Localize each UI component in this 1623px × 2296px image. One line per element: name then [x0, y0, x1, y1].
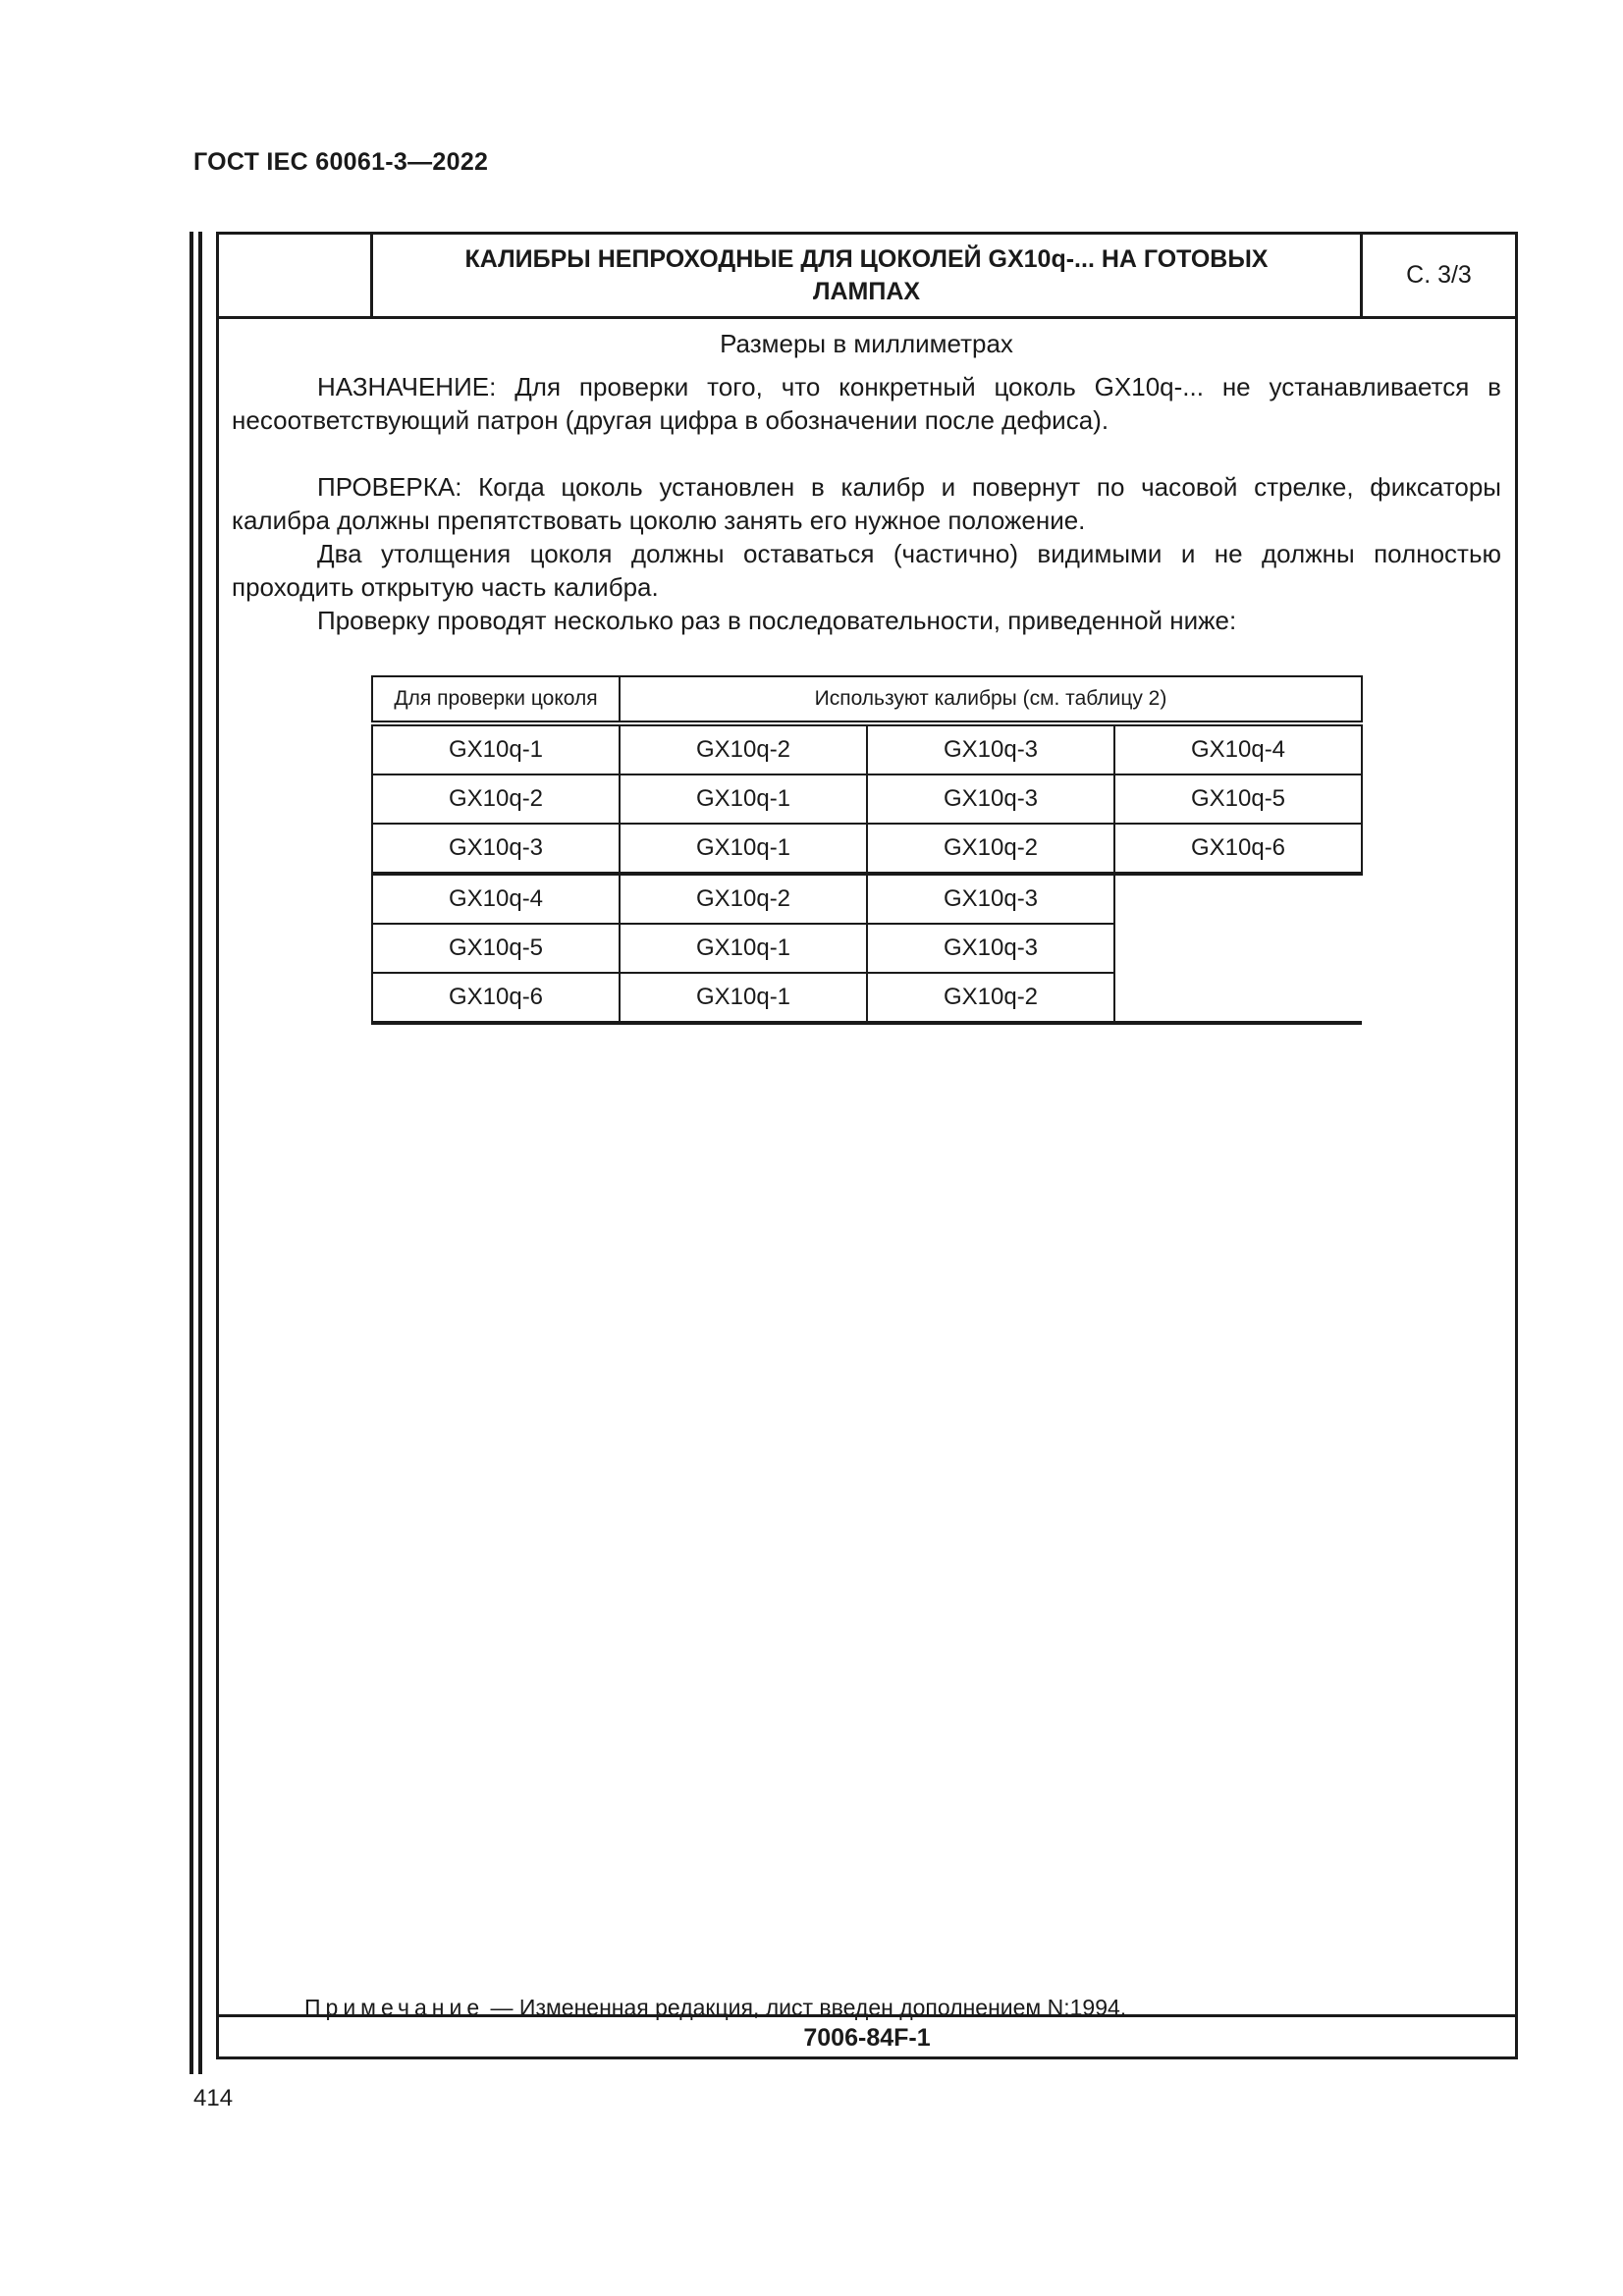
sheet-code: 7006-84F-1: [219, 2014, 1515, 2059]
table-cell: GX10q-1: [620, 924, 867, 973]
table-cell: GX10q-3: [867, 723, 1114, 774]
check-paragraph-2: Два утолщения цоколя должны оставаться (частично) видимыми и не должны полностью проходить открытую часть калибра.: [232, 539, 1501, 602]
table-empty-cell: [1114, 874, 1362, 924]
table-cell: GX10q-4: [1114, 723, 1362, 774]
note-label: Примечание: [304, 1995, 485, 2020]
table-cell: GX10q-2: [867, 973, 1114, 1023]
note-text: — Измененная редакция, лист введен дополнением N:1994.: [484, 1995, 1127, 2020]
title-blank-cell: [219, 235, 373, 316]
table-cell: GX10q-2: [620, 723, 867, 774]
document-header: ГОСТ IEC 60061-3—2022: [193, 148, 489, 176]
dimensions-note: Размеры в миллиметрах: [720, 329, 1013, 358]
table-cell: GX10q-6: [1114, 824, 1362, 874]
table-header-cap: Для проверки цоколя: [372, 676, 620, 723]
table-row: [372, 774, 1362, 824]
sheet-body: [232, 319, 1501, 637]
table-cell: GX10q-6: [372, 973, 620, 1023]
table-cell: GX10q-1: [620, 824, 867, 874]
table-header-row: [372, 676, 1362, 723]
table-cell: GX10q-2: [620, 874, 867, 924]
table-cell: GX10q-2: [867, 824, 1114, 874]
binding-rail-left: [189, 232, 193, 2074]
binding-rail-right: [198, 232, 202, 2074]
table-cell: GX10q-5: [372, 924, 620, 973]
table-cell: GX10q-4: [372, 874, 620, 924]
table-row: [372, 973, 1362, 1023]
data-sheet: [216, 232, 1518, 2059]
table-cell: GX10q-3: [867, 774, 1114, 824]
table-cell: GX10q-1: [620, 973, 867, 1023]
sheet-title-row: [219, 235, 1515, 319]
table-cell: GX10q-1: [372, 723, 620, 774]
table-row: [372, 924, 1362, 973]
purpose-paragraph: НАЗНАЧЕНИЕ: Для проверки того, что конкретный цоколь GX10q-... не устанавливается в несоответствующий патрон (другая цифра в обозначении после дефиса).: [232, 372, 1501, 435]
sheet-title: КАЛИБРЫ НЕПРОХОДНЫЕ ДЛЯ ЦОКОЛЕЙ GX10q-... НА ГОТОВЫХ ЛАМПАХ: [373, 235, 1363, 316]
page-number: 414: [193, 2085, 234, 2111]
check-paragraph-1: ПРОВЕРКА: Когда цоколь установлен в калибр и повернут по часовой стрелке, фиксаторы калибра должны препятствовать цоколю занять его нужное положение.: [232, 472, 1501, 535]
check-paragraph-3: Проверку проводят несколько раз в последовательности, приведенной ниже:: [317, 606, 1237, 635]
table-row: [372, 874, 1362, 924]
table-cell: GX10q-3: [867, 924, 1114, 973]
table-empty-cell: [1114, 973, 1362, 1023]
table-row: [372, 723, 1362, 774]
table-cell: GX10q-5: [1114, 774, 1362, 824]
table-cell: GX10q-3: [867, 874, 1114, 924]
gauge-sequence-table: [371, 675, 1363, 1025]
table-cell: GX10q-2: [372, 774, 620, 824]
table-row: [372, 824, 1362, 874]
table-cell: GX10q-1: [620, 774, 867, 824]
table-empty-cell: [1114, 924, 1362, 973]
table-cell: GX10q-3: [372, 824, 620, 874]
sheet-page-ref: С. 3/3: [1406, 261, 1472, 289]
table-header-gauges: Используют калибры (см. таблицу 2): [620, 676, 1362, 723]
